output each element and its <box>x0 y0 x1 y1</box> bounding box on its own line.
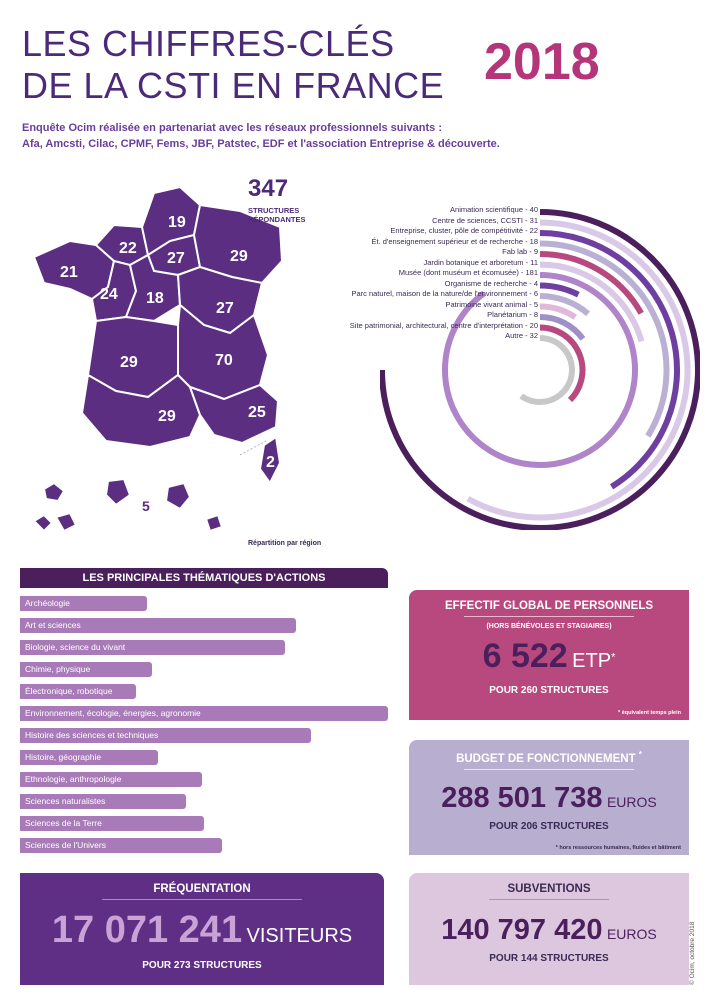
budget-star: * <box>638 750 642 759</box>
region-value: 22 <box>119 240 137 257</box>
staff-note: (HORS BÉNÉVOLES ET STAGIAIRES) <box>486 623 612 630</box>
region-value: 29 <box>120 354 138 371</box>
staff-footnote: * équivalent temps plein <box>618 710 681 716</box>
theme-bar: Électronique, robotique <box>20 684 136 699</box>
radial-label: Animation scientifique - 40 <box>450 205 538 214</box>
footer-text: POUR <box>489 685 521 696</box>
region-value: 27 <box>216 300 234 317</box>
staff-title: EFFECTIF GLOBAL DE PERSONNELS <box>444 600 654 612</box>
respondents-label: STRUCTURES <box>248 206 300 215</box>
map-overseas <box>106 479 130 505</box>
footer-text: POUR <box>489 953 521 964</box>
staff-star: * <box>611 651 616 664</box>
region-value: 24 <box>100 286 118 303</box>
region-value: 21 <box>60 264 78 281</box>
footer-text: STRUCTURES <box>537 820 609 832</box>
visits-title: FRÉQUENTATION <box>153 883 251 895</box>
theme-bar: Chimie, physique <box>20 662 152 677</box>
subsidies-value: 140 797 420 <box>441 914 603 946</box>
staff-value-row <box>409 636 689 683</box>
divider <box>464 769 634 770</box>
page-title-line2: DE LA CSTI EN FRANCE <box>22 65 445 106</box>
subsidies-value-row <box>409 912 689 953</box>
subtitle-line2: Afa, Amcsti, Cilac, CPMF, Fems, JBF, Patstec, EDF et l'association Entreprise & découverte. <box>22 138 500 150</box>
radial-label: Fab lab - 9 <box>502 247 538 256</box>
footer-text: STRUCTURES <box>537 685 609 696</box>
copyright: © Ocim, octobre 2018 <box>689 921 696 985</box>
budget-value-row <box>409 780 689 821</box>
divider <box>489 899 609 900</box>
budget-value: 288 501 738 <box>441 781 603 814</box>
respondents-number: 347 <box>248 175 289 202</box>
region-value: 18 <box>146 290 164 307</box>
respondents-label: RÉPONDANTES <box>248 215 306 224</box>
budget-unit: EUROS <box>606 793 657 810</box>
visits-box <box>20 873 384 985</box>
divider <box>464 616 634 617</box>
radial-label: Patrimoine vivant animal - 5 <box>445 299 538 309</box>
map-overseas <box>166 483 190 509</box>
visits-unit: VISITEURS <box>246 925 353 947</box>
region-value: 29 <box>158 408 176 425</box>
subsidies-box <box>409 873 689 985</box>
subtitle-line1: Enquête Ocim réalisée en partenariat avec les réseaux professionnels suivants : <box>22 122 443 134</box>
budget-footnote: * hors ressources humaines, fluides et bâtiment <box>555 845 681 851</box>
footer-text: STRUCTURES <box>190 960 262 971</box>
footer-text: POUR <box>489 820 521 832</box>
radial-arc <box>521 338 572 402</box>
radial-label: Organisme de recherche - 4 <box>444 278 538 288</box>
theme-bar: Sciences de la Terre <box>20 816 204 831</box>
theme-bar: Art et sciences <box>20 618 296 633</box>
radial-label: Musée (dont muséum et écomusée) - 181 <box>398 268 538 277</box>
footer-number: 260 <box>520 685 538 696</box>
region-value-overseas: 5 <box>142 498 150 514</box>
staff-box <box>409 590 689 720</box>
region-value: 29 <box>230 248 248 265</box>
budget-title: BUDGET DE FONCTIONNEMENT <box>456 752 636 765</box>
staff-unit: ETP <box>572 650 612 672</box>
themes-header: LES PRINCIPALES THÉMATIQUES D'ACTIONS <box>20 568 388 588</box>
radial-label: Jardin botanique et arboretum - 11 <box>423 257 538 267</box>
radial-label: Parc naturel, maison de la nature/de l'environnement - 6 <box>351 289 538 298</box>
map-overseas <box>44 483 64 501</box>
footer-text: STRUCTURES <box>537 953 609 964</box>
footer-number: 273 <box>173 960 191 971</box>
footer-text: POUR <box>142 960 174 971</box>
region-value: 19 <box>168 214 186 231</box>
theme-bar: Environnement, écologie, énergies, agronomie <box>20 706 388 721</box>
footer-number: 144 <box>520 953 538 964</box>
footer-number: 206 <box>520 820 538 832</box>
radial-arc <box>540 233 677 487</box>
theme-bar: Archéologie <box>20 596 147 611</box>
region-value: 25 <box>248 404 266 421</box>
visits-value: 17 071 241 <box>51 909 243 951</box>
page-title-line1: LES CHIFFRES-CLÉS <box>22 23 395 64</box>
theme-bar: Sciences naturalistes <box>20 794 186 809</box>
theme-bar: Sciences de l'Univers <box>20 838 222 853</box>
visits-value-row <box>20 908 384 960</box>
map-overseas <box>34 515 52 531</box>
staff-footer <box>409 685 689 696</box>
map-caption: Répartition par région <box>248 540 322 547</box>
staff-value: 6 522 <box>482 637 568 675</box>
radial-label: Ét. d'enseignement supérieur et de recherche - 18 <box>371 236 538 246</box>
radial-label: Site patrimonial, architectural, centre d'interprétation - 20 <box>349 320 538 330</box>
theme-bar: Histoire des sciences et techniques <box>20 728 311 743</box>
map-overseas <box>56 513 76 531</box>
radial-arc <box>468 223 688 518</box>
region-value: 2 <box>266 454 275 471</box>
subsidies-unit: EUROS <box>606 926 657 942</box>
region-value: 27 <box>167 250 185 267</box>
radial-label: Planétarium - 8 <box>487 310 538 319</box>
radial-label: Centre de sciences, CCSTI - 31 <box>432 215 538 225</box>
subsidies-title: SUBVENTIONS <box>507 883 591 895</box>
subsidies-footer <box>409 953 689 964</box>
radial-label: Entreprise, cluster, pôle de compétitivité - 22 <box>390 226 538 235</box>
theme-bar: Biologie, science du vivant <box>20 640 285 655</box>
map-regions <box>34 187 282 531</box>
radial-label: Autre - 32 <box>505 331 538 340</box>
visits-footer <box>20 960 384 971</box>
divider <box>102 899 302 900</box>
theme-bar: Histoire, géographie <box>20 750 158 765</box>
region-value: 70 <box>215 352 233 369</box>
budget-title-row <box>409 750 689 765</box>
theme-bar: Ethnologie, anthropologie <box>20 772 202 787</box>
map-overseas <box>206 515 222 531</box>
budget-box <box>409 740 689 855</box>
budget-footer <box>409 821 689 832</box>
year-label: 2018 <box>484 33 600 91</box>
